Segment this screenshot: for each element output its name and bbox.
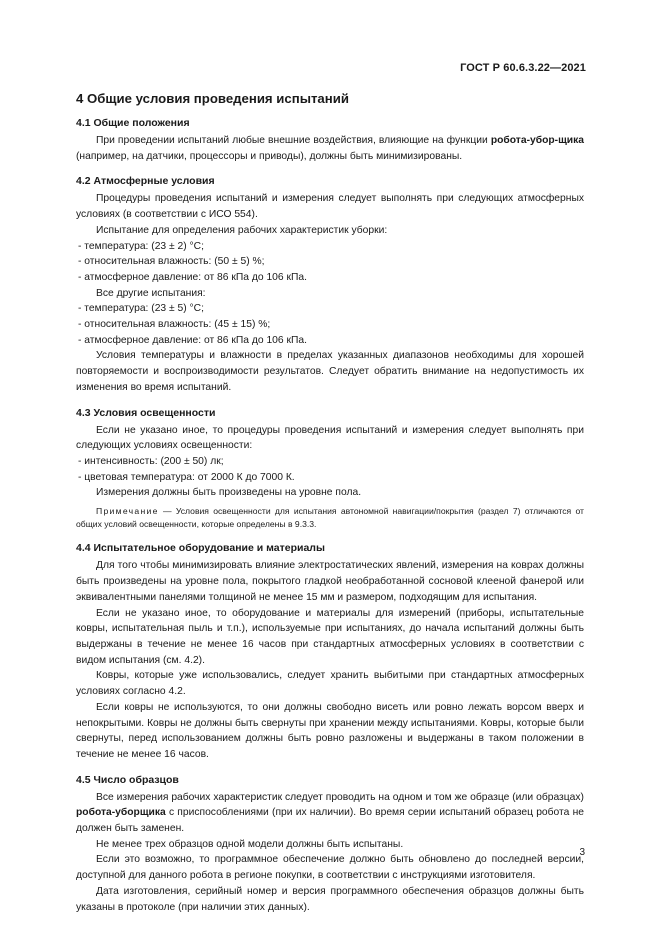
paragraph: Не менее трех образцов одной модели должны быть испытаны. <box>96 838 404 850</box>
note <box>76 505 584 531</box>
text-run: Все измерения рабочих характеристик следует проводить на одном и том же образце (или образцах) <box>96 791 584 803</box>
paragraph: Измерения должны быть произведены на уровне пола. <box>96 487 362 499</box>
bold-term: робота-убор-щика <box>490 135 584 146</box>
note-label: Примечание <box>96 506 159 517</box>
paragraph: Процедуры проведения испытаний и измерения следует выполнять при следующих атмосферных условиях (в соответствии с ИСО 554). <box>76 193 584 221</box>
subsection-4-2-title: 4.2 Атмосферные условия <box>76 175 215 188</box>
bold-term: робота-уборщика <box>76 807 166 819</box>
list-item: - относительная влажность: (45 ± 15) %; <box>78 319 271 331</box>
list-item: - относительная влажность: (50 ± 5) %; <box>78 256 265 268</box>
paragraph: Для того чтобы минимизировать влияние электростатических явлений, измерения на коврах должны быть произведены на уровне пола, покрытого гладкой необработанной сосновой клееной фанерой или эквивалентными панелями толщиной не менее 15 мм и размером, подходящим для испытания. <box>76 560 584 603</box>
note-text: — Условия освещенности для испытания автономной навигации/покрытия (раздел 7) отличаются от общих условий освещенности, которые определены в 9.3.3. <box>76 506 584 530</box>
page-number: 3 <box>579 847 585 858</box>
list-item: - цветовая температура: от 2000 К до 7000 К. <box>78 471 295 483</box>
paragraph: Дата изготовления, серийный номер и версия программного обеспечения образцов должны быть указаны в протоколе (при наличии этих данных). <box>76 885 584 913</box>
subsection-4-4-title: 4.4 Испытательное оборудование и материалы <box>76 542 325 555</box>
text-run: с приспособлениями (при их наличии). Во время серии испытаний образец робота не должен быть заменен. <box>76 807 584 835</box>
section-title: 4 Общие условия проведения испытаний <box>76 91 349 106</box>
subsection-4-5-title: 4.5 Число образцов <box>76 773 179 786</box>
subsection-4-3-title: 4.3 Условия освещенности <box>76 406 216 419</box>
page-content <box>76 91 584 915</box>
paragraph <box>76 790 584 837</box>
list-item: - атмосферное давление: от 86 кПа до 106 кПа. <box>78 334 307 346</box>
document-code-header: ГОСТ Р 60.6.3.22—2021 <box>460 62 586 74</box>
paragraph: Если это возможно, то программное обеспечение должно быть обновлено до последней версии, доступной для данного робота в регионе покупки, в соответствии с инструкциями изготовителя. <box>76 854 584 882</box>
paragraph: Испытание для определения рабочих характеристик уборки: <box>96 224 388 236</box>
list-item: - атмосферное давление: от 86 кПа до 106 кПа. <box>78 271 307 283</box>
list-item: - температура: (23 ± 5) °С; <box>78 303 204 315</box>
subsection-4-1-paragraph <box>76 133 584 164</box>
subsection-4-1-title: 4.1 Общие положения <box>76 117 190 129</box>
paragraph: Условия температуры и влажности в пределах указанных диапазонов необходимы для хорошей повторяемости и воспроизводимости результатов. Следует обратить внимание на недопустимость их изменения во время испытаний. <box>76 350 584 393</box>
paragraph: Все другие испытания: <box>96 287 206 299</box>
paragraph: Ковры, которые уже использовались, следует хранить выбитыми при стандартных атмосферных условиях согласно 4.2. <box>76 670 584 698</box>
list-item: - температура: (23 ± 2) °С; <box>78 240 204 252</box>
text-run: При проведении испытаний любые внешние воздействия, влияющие на функции <box>96 135 491 146</box>
paragraph: Если ковры не используются, то они должны свободно висеть или ровно лежать ворсом вверх и непокрытыми. Ковры не должны быть свернуты при хранении между испытаниями. Ковры, которые были свернуты, перед использованием должны быть ровно разложены и выдержаны в таком положении в течение не менее 16 часов. <box>76 701 584 760</box>
paragraph: Если не указано иное, то процедуры проведения испытаний и измерения следует выполнять при следующих условиях освещенности: <box>76 424 584 452</box>
text-run: (например, на датчики, процессоры и приводы), должны быть минимизированы. <box>76 150 463 162</box>
paragraph: Если не указано иное, то оборудование и материалы для измерений (приборы, испытательные ковры, испытательная пыль и т.п.), используемые при испытаниях, до начала испытаний должны быть выдержаны в течение не менее 16 часов при стандартных атмосферных условиях в соответствии с видом испытания (см. 4.2). <box>76 607 584 666</box>
list-item: - интенсивность: (200 ± 50) лк; <box>78 455 224 467</box>
